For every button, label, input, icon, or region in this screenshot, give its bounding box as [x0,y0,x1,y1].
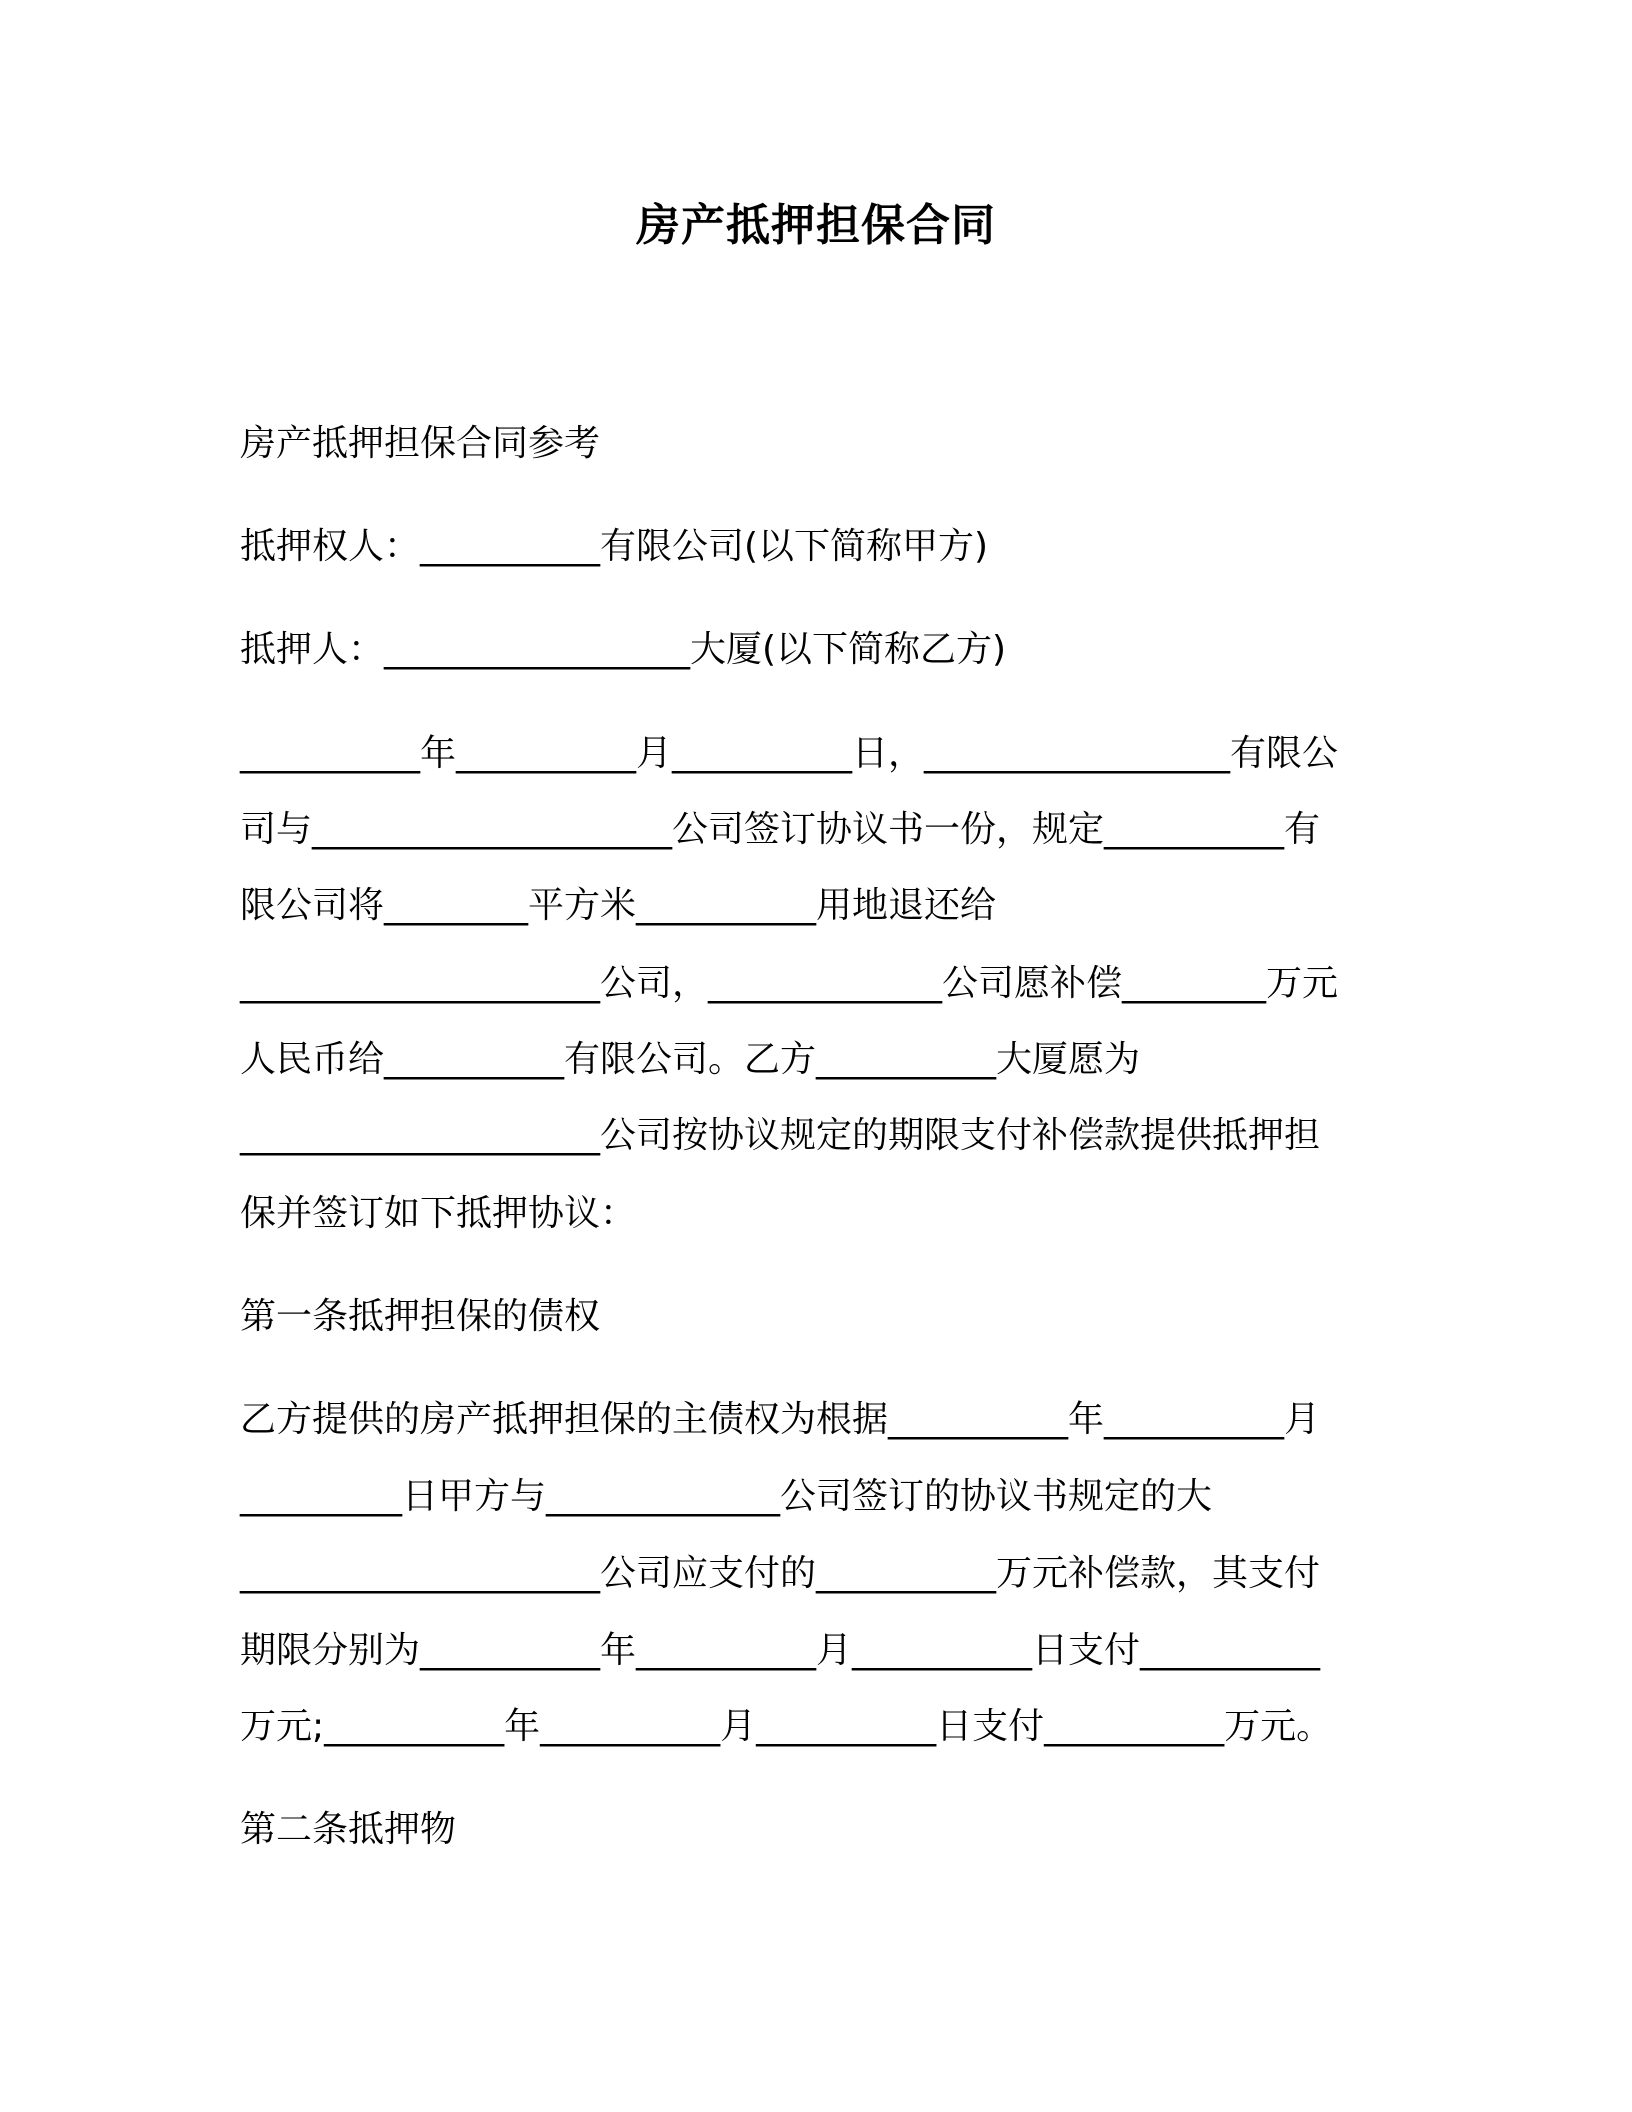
article-1-line-2: _________日甲方与_____________公司签订的协议书规定的大 [240,1476,1213,1517]
preamble-line-3: 限公司将________平方米__________用地退还给 [240,885,997,926]
preamble-line-7: 保并签订如下抵押协议： [240,1193,637,1234]
preamble-line-4: ____________________公司，_____________公司愿补偿________万元 [240,963,1339,1004]
article-1-line-5: 万元;__________年__________月__________日支付__________万元。 [240,1706,1333,1747]
article-1-line-1: 乙方提供的房产抵押担保的主债权为根据__________年__________月 [240,1399,1321,1440]
article-1-heading: 第一条抵押担保的债权 [240,1296,601,1337]
article-1-line-4: 期限分别为__________年__________月__________日支付__________ [240,1630,1321,1671]
article-2-heading: 第二条抵押物 [240,1809,457,1850]
preamble-line-2: 司与____________________公司签订协议书一份，规定__________有 [240,809,1321,850]
preamble-line-1: __________年__________月__________日，_________________有限公 [240,733,1338,774]
preamble-line-5: 人民币给__________有限公司。乙方__________大厦愿为 [240,1039,1141,1080]
document-title: 房产抵押担保合同 [636,200,996,251]
mortgagor-line: 抵押人：_________________大厦(以下简称乙方) [240,629,1007,670]
preamble-line-6: ____________________公司按协议规定的期限支付补偿款提供抵押担 [240,1115,1321,1156]
mortgagee-line: 抵押权人：__________有限公司(以下简称甲方) [240,526,989,567]
subtitle-line: 房产抵押担保合同参考 [240,423,601,464]
article-1-line-3: ____________________公司应支付的__________万元补偿款，其支付 [240,1553,1321,1594]
